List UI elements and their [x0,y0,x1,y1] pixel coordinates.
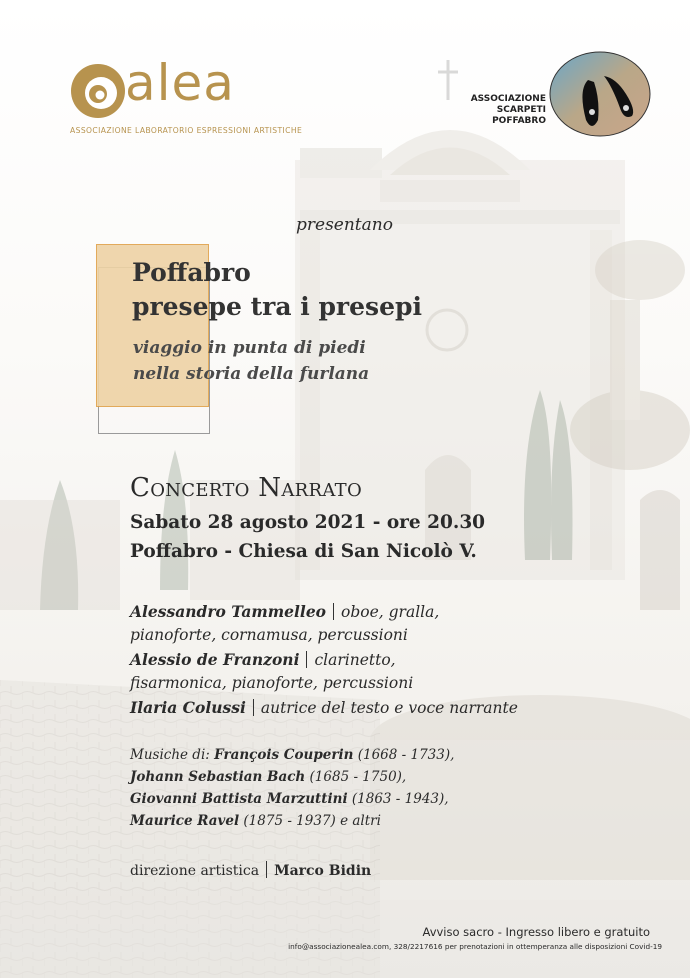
alea-swirl-icon [68,60,128,122]
scarpeti-line-2: SCARPETI [496,105,546,115]
performer-3-line-1 [130,698,518,717]
composer-line-3 [130,791,449,807]
separator-bar [306,651,307,668]
event-place: Poffabro - Chiesa di San Nicolò V. [130,541,477,562]
presentano-label: presentano [296,215,393,235]
title-line-1: Poffabro [132,258,251,287]
composer-line-4 [130,813,381,829]
performer-2-role-2: fisarmonica, pianoforte, percussioni [130,674,414,692]
alea-subtitle: ASSOCIAZIONE LABORATORIO ESPRESSIONI ARTISTICHE [70,126,303,135]
separator-bar [253,699,254,716]
footer-notice: Avviso sacro - Ingresso libero e gratuito [422,925,650,939]
performer-2-role-1: clarinetto, [314,651,396,669]
event-type-heading: Concerto Narrato [130,473,363,503]
artistic-direction [130,861,371,879]
performer-1-role-2: pianoforte, cornamusa, percussioni [130,626,408,644]
direction-label: direzione artistica [130,863,260,879]
performer-2-line-1 [130,650,396,669]
composer-line-1 [130,747,454,763]
event-date: Sabato 28 agosto 2021 - ore 20.30 [130,512,486,533]
composer-4-years: (1875 - 1937) e altri [243,813,381,829]
performer-3-name: Ilaria Colussi [130,698,246,717]
composer-4-name: Maurice Ravel [130,813,240,829]
composer-2-years: (1685 - 1750), [309,769,407,785]
scarpeti-association-name [462,94,546,127]
composer-2-name: Johann Sebastian Bach [130,769,306,785]
music-label: Musiche di: [130,747,210,763]
performer-3-role-1: autrice del testo e voce narrante [260,699,518,717]
separator-bar [266,861,267,878]
composer-line-2 [130,769,406,785]
footer-contact-info: info@associazionealea.com, 328/2217616 per prenotazioni in ottemperanza alle disposizioni Covid-19 [288,942,662,951]
scarpeti-line-1: ASSOCIAZIONE [470,94,546,104]
scarpeti-shoes-icon [548,50,652,138]
subtitle-line-1: viaggio in punta di piedi [133,338,366,358]
performer-1-role-1: oboe, gralla, [341,603,440,621]
composer-3-name: Giovanni Battista Marzuttini [130,791,348,807]
performer-1-line-1 [130,602,439,621]
separator-bar [333,603,334,620]
title-line-2: presepe tra i presepi [132,292,422,321]
direction-name: Marco Bidin [274,863,372,879]
subtitle-line-2: nella storia della furlana [133,364,370,384]
composer-1-name: François Couperin [214,747,354,763]
scarpeti-line-3: POFFABRO [492,116,546,126]
alea-wordmark: alea [125,54,235,112]
performer-1-name: Alessandro Tammelleo [130,602,327,621]
composer-1-years: (1668 - 1733), [357,747,455,763]
performer-2-name: Alessio de Franzoni [130,650,300,669]
composer-3-years: (1863 - 1943), [351,791,449,807]
